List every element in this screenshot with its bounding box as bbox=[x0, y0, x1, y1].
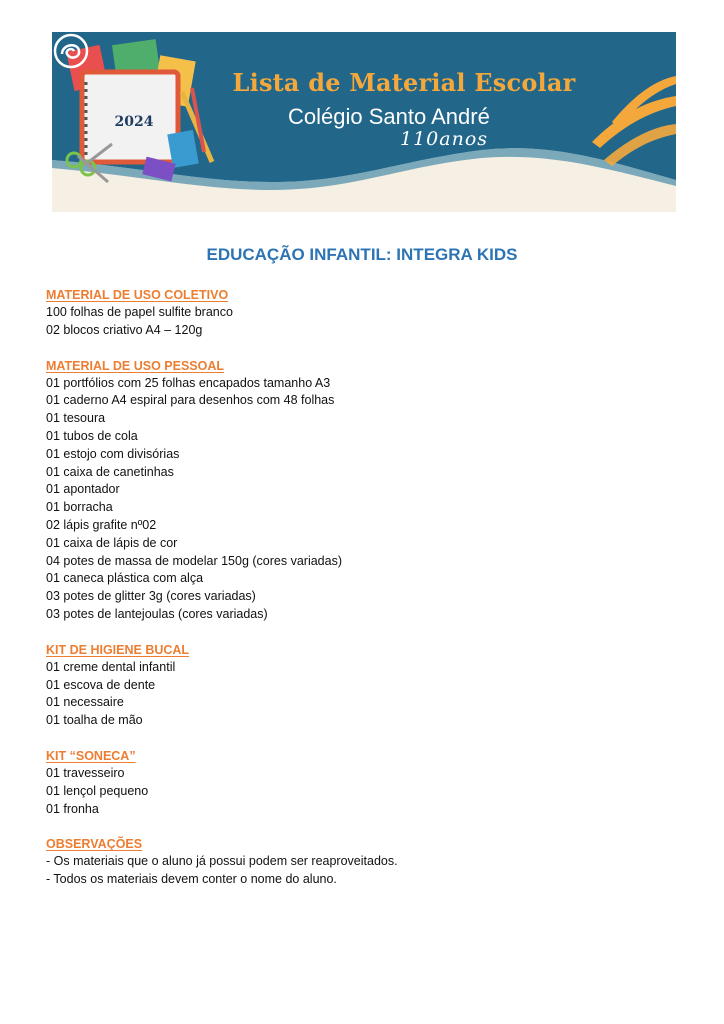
list-item: - Os materiais que o aluno já possui podem ser reaproveitados. bbox=[46, 854, 398, 869]
list-item: 02 blocos criativo A4 – 120g bbox=[46, 322, 203, 337]
list-item: 01 toalha de mão bbox=[46, 713, 143, 728]
list-item: - Todos os materiais devem conter o nome do aluno. bbox=[46, 872, 337, 887]
list-item: 01 caneca plástica com alça bbox=[46, 571, 204, 586]
page-title: EDUCAÇÃO INFANTIL: INTEGRA KIDS bbox=[206, 245, 518, 264]
list-item: 01 caixa de canetinhas bbox=[46, 464, 174, 479]
section-heading: MATERIAL DE USO COLETIVO bbox=[46, 288, 229, 302]
section bbox=[46, 286, 686, 340]
list-item: 01 caderno A4 espiral para desenhos com 48 folhas bbox=[46, 393, 335, 408]
section-heading: KIT “SONECA” bbox=[46, 748, 136, 763]
list-item: 01 caixa de lápis de cor bbox=[46, 535, 178, 550]
list-item: 01 lençol pequeno bbox=[46, 783, 149, 798]
notebook-year: 2024 bbox=[114, 114, 154, 130]
material-list bbox=[46, 286, 686, 906]
list-item: 01 borracha bbox=[46, 500, 113, 515]
school-logo-icon bbox=[52, 32, 90, 70]
list-item: 01 necessaire bbox=[46, 695, 124, 710]
section-heading: KIT DE HIGIENE BUCAL bbox=[46, 642, 190, 657]
list-item: 01 fronha bbox=[46, 801, 99, 816]
section-heading: OBSERVAÇÕES bbox=[46, 837, 143, 852]
list-item: 01 apontador bbox=[46, 482, 120, 497]
list-item: 03 potes de lantejoulas (cores variadas) bbox=[46, 606, 268, 621]
section bbox=[46, 835, 686, 889]
list-item: 01 estojo com divisórias bbox=[46, 446, 180, 461]
section bbox=[46, 747, 686, 818]
list-item: 04 potes de massa de modelar 150g (cores variadas) bbox=[46, 553, 342, 568]
school-anniversary: 110anos bbox=[400, 128, 489, 150]
list-item: 01 travesseiro bbox=[46, 765, 125, 780]
list-item: 01 portfólios com 25 folhas encapados tamanho A3 bbox=[46, 375, 331, 390]
school-name: Colégio Santo André bbox=[288, 104, 490, 129]
list-item: 100 folhas de papel sulfite branco bbox=[46, 305, 233, 319]
section bbox=[46, 357, 686, 624]
list-item: 01 creme dental infantil bbox=[46, 659, 176, 674]
list-item: 02 lápis grafite nº02 bbox=[46, 517, 157, 532]
list-item: 01 escova de dente bbox=[46, 677, 156, 692]
section bbox=[46, 641, 686, 730]
list-item: 03 potes de glitter 3g (cores variadas) bbox=[46, 589, 256, 604]
list-item: 01 tubos de cola bbox=[46, 428, 138, 443]
section-heading: MATERIAL DE USO PESSOAL bbox=[46, 358, 225, 373]
header-banner bbox=[52, 32, 676, 212]
list-item: 01 tesoura bbox=[46, 411, 106, 426]
banner-title: Lista de Material Escolar bbox=[232, 68, 576, 97]
